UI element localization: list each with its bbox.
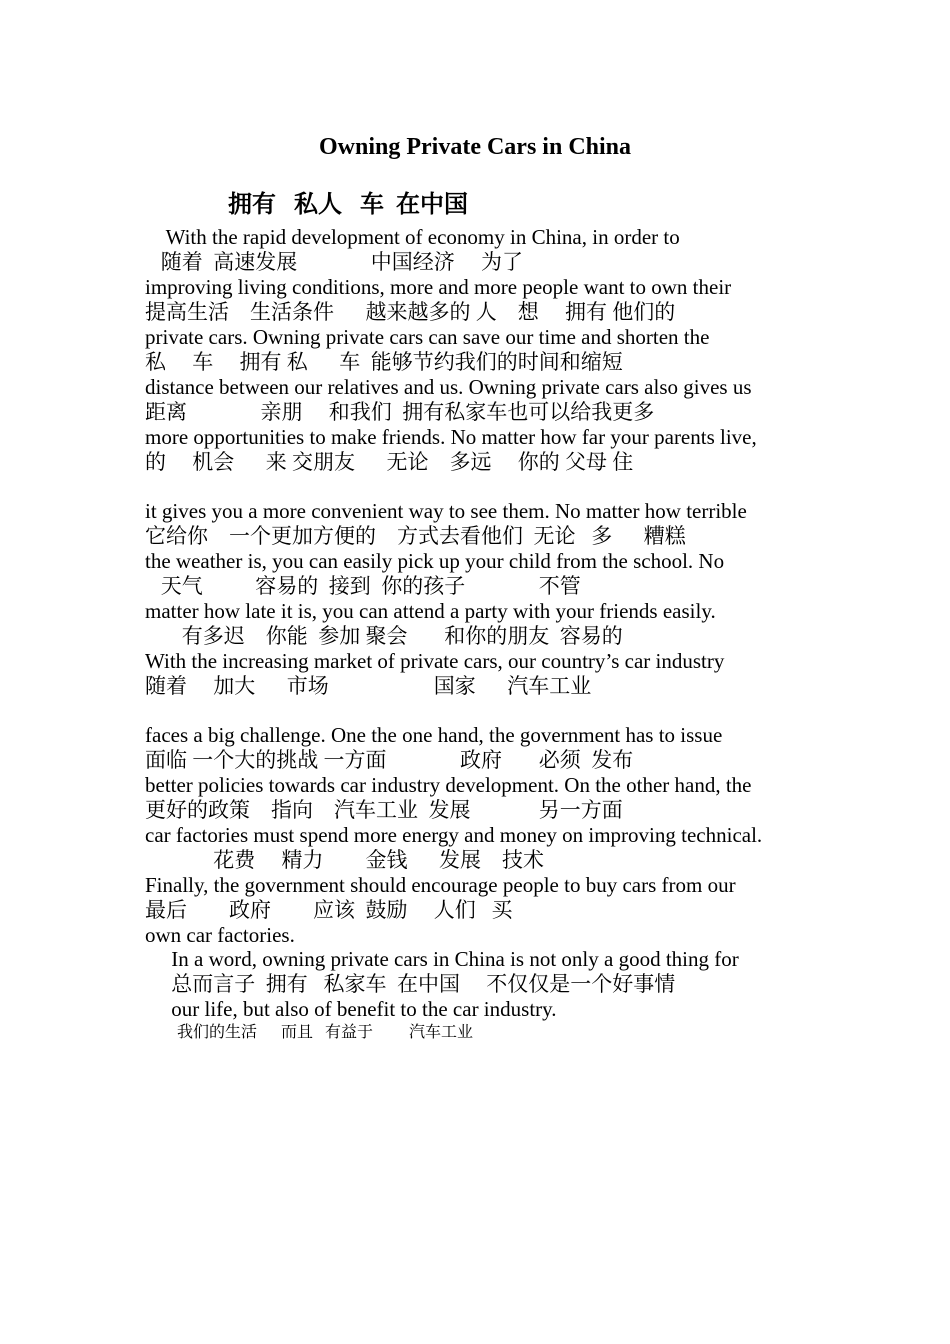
text-line-zh: 距离 亲朋 和我们 拥有私家车也可以给我更多	[145, 400, 655, 424]
text-line-en: it gives you a more convenient way to see them. No matter how terrible	[145, 499, 747, 523]
text-line-zh: 有多迟 你能 参加 聚会 和你的朋友 容易的	[145, 624, 623, 648]
text-line-zh: 更好的政策 指向 汽车工业 发展 另一方面	[145, 798, 623, 822]
text-line-zh: 总而言子 拥有 私家车 在中国 不仅仅是一个好事情	[145, 972, 676, 996]
text-line-en: Finally, the government should encourage people to buy cars from our	[145, 873, 736, 897]
text-line-zh: 天气 容易的 接到 你的孩子 不管	[145, 574, 581, 598]
text-line-zh: 随着 高速发展 中国经济 为了	[145, 250, 523, 274]
text-line-en: With the increasing market of private cars, our country’s car industry	[145, 649, 725, 673]
document-subtitle: 拥有 私人 车 在中国	[228, 192, 468, 218]
text-line-zh: 随着 加大 市场 国家 汽车工业	[145, 674, 592, 698]
text-line-en: In a word, owning private cars in China is not only a good thing for	[145, 947, 739, 971]
text-line-zh: 提高生活 生活条件 越来越多的 人 想 拥有 他们的	[145, 300, 676, 324]
text-line-en: better policies towards car industry development. On the other hand, the	[145, 773, 752, 797]
document-title: Owning Private Cars in China	[318, 134, 632, 160]
text-line-zh: 的 机会 来 交朋友 无论 多远 你的 父母 住	[145, 450, 634, 474]
text-line-en: more opportunities to make friends. No matter how far your parents live,	[145, 425, 757, 449]
text-line-en: our life, but also of benefit to the car industry.	[145, 997, 557, 1021]
text-line-zh: 私 车 拥有 私 车 能够节约我们的时间和缩短	[145, 350, 623, 374]
text-line-zh: 花费 精力 金钱 发展 技术	[145, 848, 544, 872]
text-line-en: faces a big challenge. One the one hand, the government has to issue	[145, 723, 723, 747]
text-line-en: With the rapid development of economy in China, in order to	[145, 225, 680, 249]
text-line-zh: 我们的生活 而且 有益于 汽车工业	[145, 1024, 474, 1041]
text-line-zh: 它给你 一个更加方便的 方式去看他们 无论 多 糟糕	[145, 524, 686, 548]
text-line-en: matter how late it is, you can attend a party with your friends easily.	[145, 599, 716, 623]
text-line-en: car factories must spend more energy and money on improving technical.	[145, 823, 763, 847]
text-line-en: distance between our relatives and us. Owning private cars also gives us	[145, 375, 752, 399]
text-line-zh: 最后 政府 应该 鼓励 人们 买	[145, 898, 513, 922]
text-line-en: private cars. Owning private cars can save our time and shorten the	[145, 325, 710, 349]
text-line-zh: 面临 一个大的挑战 一方面 政府 必须 发布	[145, 748, 634, 772]
text-line-en: own car factories.	[145, 923, 295, 947]
text-line-en: the weather is, you can easily pick up your child from the school. No	[145, 549, 725, 573]
text-line-en: improving living conditions, more and more people want to own their	[145, 275, 732, 299]
